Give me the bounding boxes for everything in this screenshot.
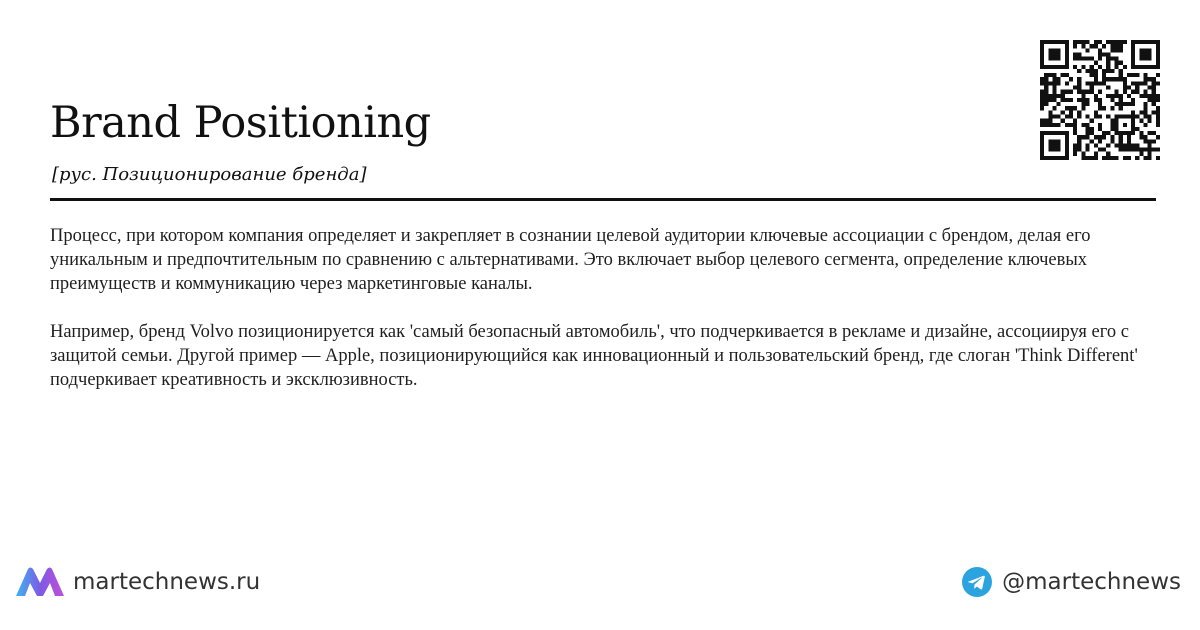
martechnews-logo-icon (15, 566, 65, 598)
definition-body (50, 224, 1160, 416)
term-translation: [рус. Позиционирование бренда] (52, 164, 367, 185)
telegram-icon (962, 567, 992, 597)
definition-paragraph: Процесс, при котором компания определяет и закрепляет в сознании целевой аудитории ключевые ассоциации с брендом, делая его уникальным и предпочтительным по сравнению с альтернативами. Это включает выбор целевого сегмента, определение ключевых преимуществ и коммуникацию через маркетинговые каналы. (50, 226, 1091, 294)
footer-brand[interactable] (15, 566, 260, 598)
telegram-handle[interactable]: @martechnews (1002, 569, 1181, 595)
title-divider (50, 198, 1156, 201)
example-paragraph: Например, бренд Volvo позиционируется как 'самый безопасный автомобиль', что подчеркивается в рекламе и дизайне, ассоциируя его с защитой семьи. Другой пример — Apple, позиционирующийся как инновационный и пользовательский бренд, где слоган 'Think Different' подчеркивает креативность и эксклюзивность. (50, 322, 1138, 390)
term-title: Brand Positioning (50, 98, 431, 148)
qr-code-icon (1040, 40, 1160, 160)
site-name[interactable]: martechnews.ru (73, 569, 261, 595)
footer-telegram[interactable] (962, 566, 1181, 598)
